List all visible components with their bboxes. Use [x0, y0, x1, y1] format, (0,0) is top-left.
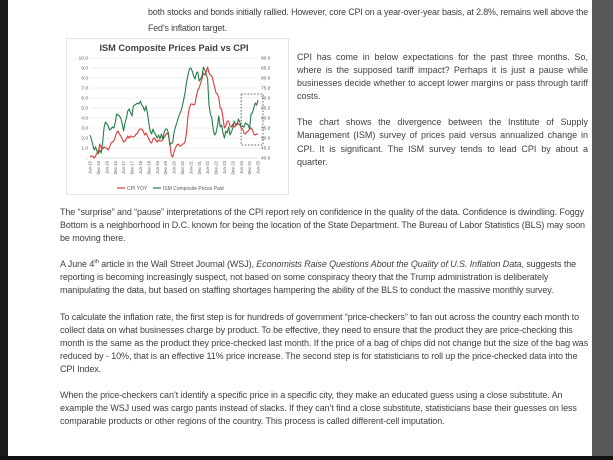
window-edge-left	[0, 0, 8, 460]
svg-text:60.0: 60.0	[261, 116, 271, 122]
commentary-paragraph-2: The chart shows the divergence between the Institute of Supply Management (ISM) survey of prices paid versus annualized change in CPI. It is significant. The ISM survey tends to lead CPI by about a quarter.	[297, 117, 588, 167]
svg-text:1.0: 1.0	[81, 146, 88, 152]
svg-text:40.0: 40.0	[261, 156, 271, 162]
body-paragraph-price-checkers: To calculate the inflation rate, the first step is for hundreds of government “price-checkers” to fan out across the country each month to collect data on what businesses charge by product. To be effective, they need to ensure that the product they are price-checking this month is the same as the product they price-checked last month. If the price of a bag of chips did not change but the size of the bag was reduced by - 10%, that is an effective 11% price increase. The second step is for statisticians to roll up the price-checked data into the CPI Index.	[60, 311, 589, 374]
svg-text:Jun-18: Jun-18	[138, 161, 143, 174]
svg-text:3.0: 3.0	[81, 126, 88, 132]
svg-text:55.0: 55.0	[261, 126, 271, 132]
svg-text:85.0: 85.0	[261, 66, 271, 72]
ism-cpi-chart-svg	[67, 39, 288, 194]
svg-text:-: -	[86, 156, 88, 162]
commentary-paragraph-1: CPI has come in below expectations for the past three months. So, where is the supposed tariff impact? Perhaps it is just a pause while businesses decide whether to accept lower margins or pass through tariff costs.	[297, 52, 588, 102]
svg-text:Dec-20: Dec-20	[180, 161, 185, 175]
svg-text:Jun-25: Jun-25	[255, 161, 261, 174]
svg-text:10.0: 10.0	[78, 56, 88, 62]
svg-text:Jun-21: Jun-21	[188, 161, 194, 174]
svg-text:50.0: 50.0	[261, 136, 271, 142]
window-edge-bottom	[0, 456, 613, 460]
ism-cpi-chart	[66, 38, 289, 195]
svg-text:Dec-22: Dec-22	[213, 161, 219, 175]
svg-text:7.0: 7.0	[81, 86, 88, 92]
svg-text:75.0: 75.0	[261, 86, 271, 92]
svg-text:5.0: 5.0	[81, 106, 88, 112]
svg-text:Dec-23: Dec-23	[230, 161, 236, 175]
wsj-article-title: Economists Raise Questions About the Quality of U.S. Inflation Data,	[256, 259, 524, 270]
wsj-text-rest: suggests the reporting is becoming increasingly suspect, not based on some conspiracy theory that the Trump administration is deliberately manipulating the data, but based on staffing shortages hampering the ability of the BLS to conduct the massive monthly survey.	[60, 259, 577, 296]
svg-text:9.0: 9.0	[81, 66, 88, 72]
svg-text:Jun-20: Jun-20	[171, 161, 177, 174]
svg-text:Dec-19: Dec-19	[163, 161, 169, 175]
svg-text:Dec-17: Dec-17	[129, 161, 135, 175]
svg-text:70.0: 70.0	[261, 96, 271, 102]
chart-side-commentary	[297, 51, 588, 182]
svg-text:65.0: 65.0	[261, 106, 271, 112]
intro-paragraph: both stocks and bonds initially rallied. However, core CPI on a year-over-year basis, at 2.8%, remains well above the Fed’s inflation target.	[148, 7, 588, 33]
body-paragraph-imputation: When the price-checkers can’t identify a specific price in a specific city, they make an educated guess using a close substitute. An example the WSJ used was cargo pants instead of slacks. If they can’t find a close substitute, statisticians base their guesses on less comparable products or other regions of the country. This process is called different-cell imputation.	[60, 390, 577, 427]
svg-text:CPI YOY: CPI YOY	[127, 185, 148, 192]
svg-text:ISM Composite Prices Paid: ISM Composite Prices Paid	[162, 185, 224, 192]
window-edge-right	[592, 0, 613, 460]
svg-text:Jun-19: Jun-19	[154, 161, 160, 174]
body-paragraph-wsj	[60, 258, 589, 297]
svg-text:90.0: 90.0	[261, 56, 271, 62]
svg-text:45.0: 45.0	[261, 146, 271, 152]
svg-text:Jun-17: Jun-17	[121, 161, 127, 174]
svg-text:Jun-22: Jun-22	[205, 161, 211, 174]
svg-text:Dec-16: Dec-16	[112, 161, 118, 175]
wsj-text-prefix: A June 4	[60, 259, 95, 270]
svg-text:Dec-15: Dec-15	[96, 161, 101, 175]
svg-text:80.0: 80.0	[261, 76, 271, 82]
svg-text:Dec-24: Dec-24	[247, 161, 253, 175]
svg-text:Jun-16: Jun-16	[104, 161, 110, 174]
svg-text:Dec-18: Dec-18	[146, 161, 152, 175]
svg-text:8.0: 8.0	[81, 76, 88, 82]
svg-text:4.0: 4.0	[81, 116, 88, 122]
svg-text:Jun-24: Jun-24	[238, 161, 244, 174]
svg-text:6.0: 6.0	[81, 96, 88, 102]
body-text	[60, 206, 589, 441]
wsj-date-superscript: th	[94, 259, 99, 266]
wsj-text-mid: article in the Wall Street Journal (WSJ),	[98, 259, 257, 270]
svg-text:Dec-21: Dec-21	[196, 161, 202, 175]
svg-text:Jun-23: Jun-23	[222, 161, 227, 174]
svg-text:ISM Composite Prices Paid vs C: ISM Composite Prices Paid vs CPI	[99, 43, 249, 53]
svg-text:Jun-15: Jun-15	[87, 161, 93, 174]
body-paragraph-surprise: The “surprise” and “pause” interpretations of the CPI report rely on confidence in the quality of the data. Confidence is dwindling. Foggy Bottom is a neighborhood in D.C. known for being the location of the State Department. The Bureau of Labor Statistics (BLS) may soon be moving there.	[60, 207, 585, 244]
svg-text:2.0: 2.0	[81, 136, 88, 142]
